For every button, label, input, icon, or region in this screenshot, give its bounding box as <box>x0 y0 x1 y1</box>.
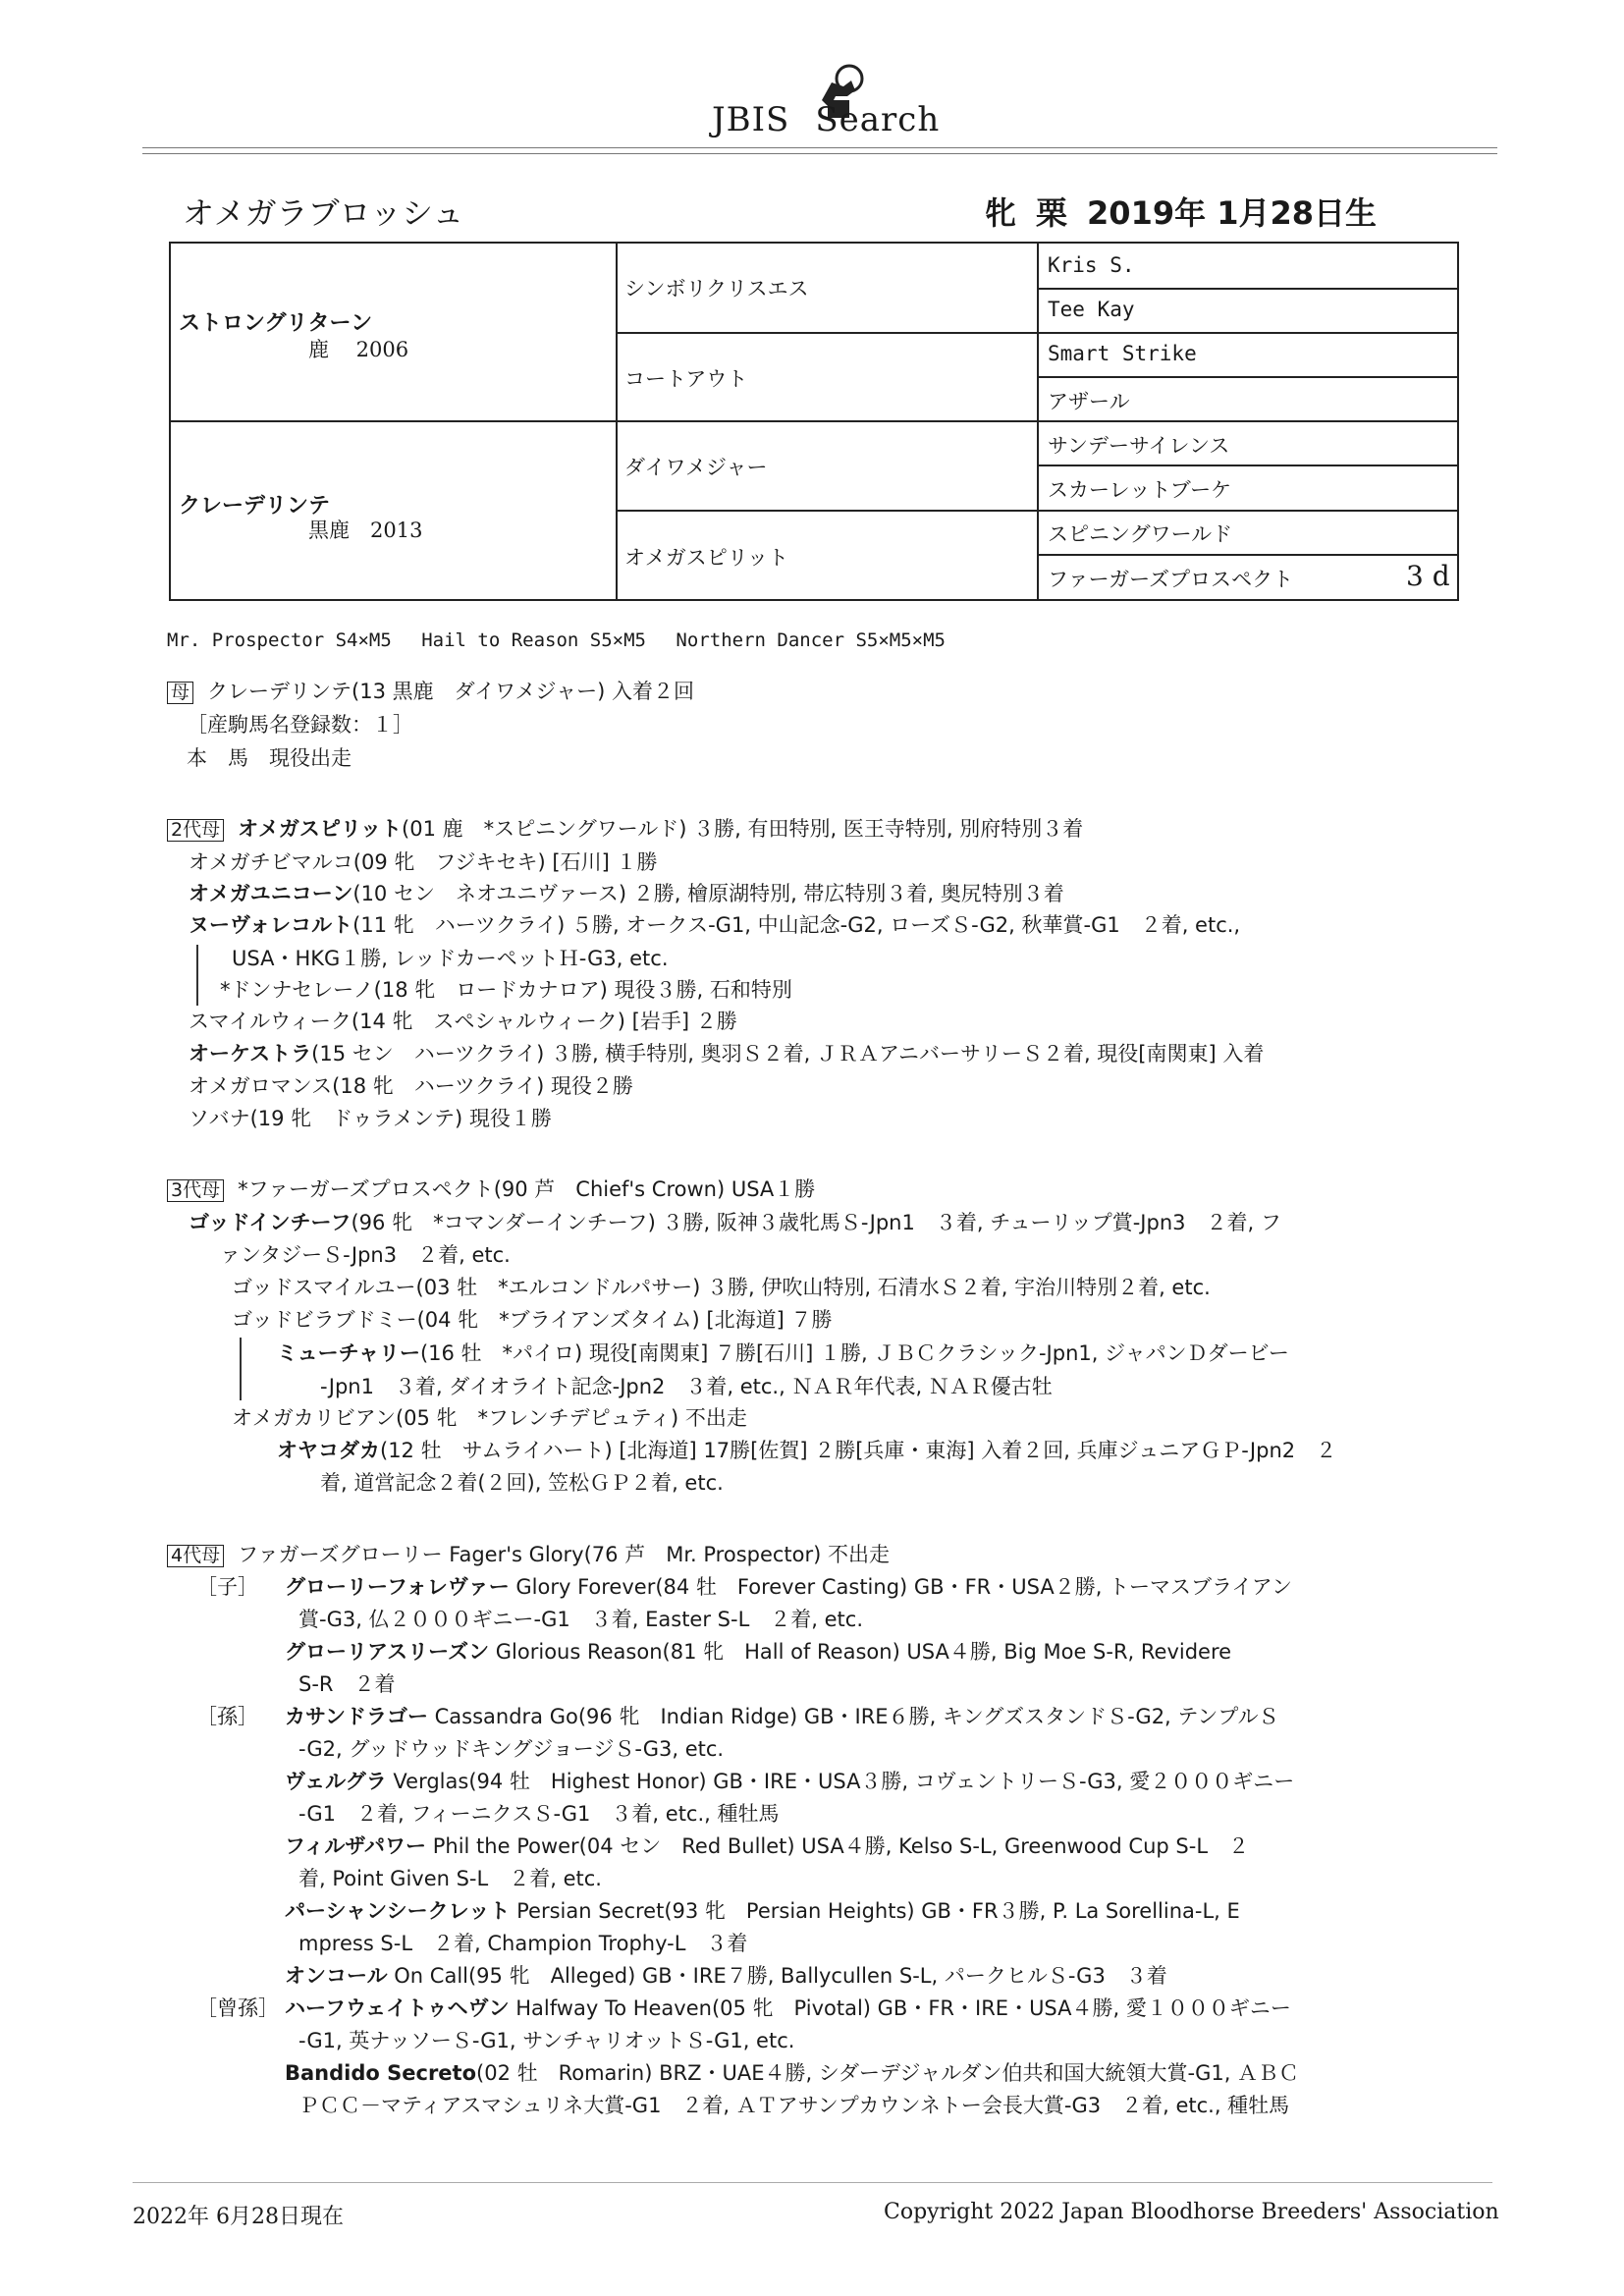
third-dam-l2: ァンタジーＳ-Jpn3 ２着, etc. <box>220 1243 511 1267</box>
dam-info: 黒鹿 2013 <box>308 519 423 542</box>
fourth-dam-r11: パーシャンシークレット Persian Secret(93 牝 Persian Heights) GB・FR３勝, P. La Sorellina-L, E <box>285 1899 1240 1923</box>
dam-line: 母 クレーデリンテ(13 黒鹿 ダイワメジャー) 入着２回 <box>167 682 694 704</box>
third-dam-l9: 着, 道営記念２着(２回), 笠松ＧＰ２着, etc. <box>320 1471 724 1495</box>
lineage-bar-2 <box>240 1338 242 1400</box>
third-dam-head: 3代母 *ファーガーズプロスペクト(90 芦 Chief's Crown) USA１勝 <box>167 1179 815 1202</box>
inbreeding-line: Mr. Prospector S4×M5 Hail to Reason S5×M5 Northern Dancer S5×M5×M5 <box>167 629 946 651</box>
horse-color: 栗 <box>1036 194 1068 232</box>
second-dam-l2: オメガユニコーン(10 セン ネオユニヴァース) ２勝, 檜原湖特別, 帯広特別３着, 奥尻特別３着 <box>189 882 1064 905</box>
second-dam-l4: USA・HKG１勝, レッドカーペットＨ-G3, etc. <box>232 947 669 970</box>
fourth-dam-tag: 4代母 <box>167 1545 224 1567</box>
footer-date: 2022年 6月28日現在 <box>133 2205 344 2229</box>
second-dam-l1: オメガチビマルコ(09 牝 フジキセキ) [石川] １勝 <box>189 850 658 874</box>
dam-dam: オメガスピリット <box>624 546 788 570</box>
dam-tag: 母 <box>167 682 193 704</box>
gen3-4: アザール <box>1048 390 1130 413</box>
gen3-2: Tee Kay <box>1048 298 1135 321</box>
third-dam-l3: ゴッドスマイルユー(03 牡 *エルコンドルパサー) ３勝, 伊吹山特別, 石清水Ｓ２着, 宇治川特別２着, etc. <box>232 1276 1211 1299</box>
label-grand: ［孫］ <box>196 1705 258 1728</box>
dam-registered-count: ［産駒馬名登録数：１］ <box>187 713 413 737</box>
fourth-dam-r8: -G1 ２着, フィーニクスＳ-G1 ３着, etc., 種牡馬 <box>298 1802 780 1826</box>
third-dam-l8: オヤコダカ(12 牡 サムライハート) [北海道] 17勝[佐賀] ２勝[兵庫・東海] 入着２回, 兵庫ジュニアＧＰ-Jpn2 ２ <box>277 1439 1337 1462</box>
horse-birth: 2019年 1月28日生 <box>1087 194 1378 232</box>
jbis-search-logo <box>712 61 947 147</box>
gen3-6: スカーレットブーケ <box>1048 478 1232 502</box>
sire-dam: コートアウト <box>624 367 748 391</box>
second-dam-l9: ソバナ(19 牝 ドゥラメンテ) 現役１勝 <box>189 1107 552 1130</box>
fourth-dam-r14: ハーフウェイトゥヘヴン Halfway To Heaven(05 牝 Pivotal) GB・FR・IRE・USA４勝, 愛１０００ギニー <box>285 1996 1291 2020</box>
horse-name: オメガラブロッシュ <box>183 194 464 232</box>
pedigree-table <box>169 242 1459 601</box>
fourth-dam-r17: ＰＣＣ－マティアスマシュリネ大賞-G1 ２着, ＡＴアサンプカウンネトー会長大賞-G3 ２着, etc., 種牡馬 <box>298 2094 1290 2117</box>
dam-sire: ダイワメジャー <box>624 456 768 479</box>
gen3-8: ファーガーズプロスペクト <box>1048 568 1294 591</box>
horse-sex: 牝 <box>985 194 1017 232</box>
second-dam-l3: ヌーヴォレコルト(11 牝 ハーツクライ) ５勝, オークス-G1, 中山記念-G2, ローズＳ-G2, 秋華賞-G1 ２着, etc., <box>189 913 1241 937</box>
gen3-1: Kris S. <box>1048 253 1135 277</box>
third-dam-l4: ゴッドビラブドミー(04 牝 *ブライアンズタイム) [北海道] ７勝 <box>232 1308 833 1332</box>
second-dam-tag: 2代母 <box>167 819 224 842</box>
dam-name: クレーデリンテ <box>179 494 331 519</box>
fourth-dam-r4: S-R ２着 <box>298 1672 396 1696</box>
fourth-dam-r5: カサンドラゴー Cassandra Go(96 牝 Indian Ridge) GB・IRE６勝, キングズスタンドＳ-G2, テンプルＳ <box>285 1705 1279 1728</box>
sire-sire: シンボリクリスエス <box>624 277 809 301</box>
fourth-dam-r3: グローリアスリーズン Glorious Reason(81 牝 Hall of Reason) USA４勝, Big Moe S-R, Revidere <box>285 1640 1232 1664</box>
second-dam-l6: スマイルウィーク(14 牝 スペシャルウィーク) [岩手] ２勝 <box>189 1010 737 1033</box>
fourth-dam-r1: グローリーフォレヴァー Glory Forever(84 牡 Forever Casting) GB・FR・USA２勝, トーマスブライアン <box>285 1575 1292 1599</box>
footer-rule <box>133 2182 1492 2183</box>
gen3-3: Smart Strike <box>1048 342 1197 365</box>
logo-text-left: JBIS <box>712 100 790 139</box>
fourth-dam-r6: -G2, グッドウッドキングジョージＳ-G3, etc. <box>298 1737 725 1761</box>
third-dam-l6: -Jpn1 ３着, ダイオライト記念-Jpn2 ３着, etc., ＮＡＲ年代表, ＮＡＲ優古牡 <box>320 1375 1053 1398</box>
horse-meta <box>985 189 1396 234</box>
lineage-bar <box>196 945 198 1006</box>
sire-name: ストロングリターン <box>179 311 373 336</box>
fourth-dam-r12: mpress S-L ２着, Champion Trophy-L ３着 <box>298 1932 748 1955</box>
family-number: 3 d <box>1406 560 1450 592</box>
third-dam-l5: ミューチャリー(16 牡 *パイロ) 現役[南関東] ７勝[石川] １勝, ＪＢＣクラシック-Jpn1, ジャパンＤダービー <box>277 1341 1289 1365</box>
third-dam-tag: 3代母 <box>167 1179 224 1202</box>
gen3-7: スピニングワールド <box>1048 522 1233 546</box>
fourth-dam-r9: フィルザパワー Phil the Power(04 セン Red Bullet) USA４勝, Kelso S-L, Greenwood Cup S-L ２ <box>285 1834 1250 1858</box>
fourth-dam-r13: オンコール On Call(95 牝 Alleged) GB・IRE７勝, Ballycullen S-L, パークヒルＳ-G3 ３着 <box>285 1964 1167 1988</box>
third-dam-l7: オメガカリビアン(05 牝 *フレンチデピュティ) 不出走 <box>232 1406 747 1430</box>
dam-self-status: 本 馬 現役出走 <box>187 746 352 770</box>
fourth-dam-r16: Bandido Secreto(02 牡 Romarin) BRZ・UAE４勝, シダーデジャルダン伯共和国大統領大賞-G1, ＡＢＣ <box>285 2061 1300 2085</box>
third-dam-l1: ゴッドインチーフ(96 牝 *コマンダーインチーフ) ３勝, 阪神３歳牝馬Ｓ-Jpn1 ３着, チューリップ賞-Jpn3 ２着, フ <box>189 1211 1281 1234</box>
fourth-dam-r7: ヴェルグラ Verglas(94 牡 Highest Honor) GB・IRE・USA３勝, コヴェントリーＳ-G3, 愛２０００ギニー <box>285 1770 1295 1793</box>
footer-copyright: Copyright 2022 Japan Bloodhorse Breeders' Association <box>884 2200 1499 2224</box>
second-dam-l7: オーケストラ(15 セン ハーツクライ) ３勝, 横手特別, 奥羽Ｓ２着, ＪＲＡアニバーサリーＳ２着, 現役[南関東] 入着 <box>189 1042 1265 1066</box>
fourth-dam-r10: 着, Point Given S-L ２着, etc. <box>298 1867 602 1890</box>
gen3-5: サンデーサイレンス <box>1048 434 1230 458</box>
sire-info: 鹿 2006 <box>308 338 409 361</box>
header-rule <box>142 147 1497 154</box>
second-dam-l8: オメガロマンス(18 牝 ハーツクライ) 現役２勝 <box>189 1074 633 1098</box>
second-dam-l5: *ドンナセレーノ(18 牝 ロードカナロア) 現役３勝, 石和特別 <box>220 978 792 1002</box>
label-great-grand: ［曾孫］ <box>196 1996 279 2020</box>
fourth-dam-r15: -G1, 英ナッソーＳ-G1, サンチャリオットＳ-G1, etc. <box>298 2029 795 2052</box>
fourth-dam-r2: 賞-G3, 仏２０００ギニー-G1 ３着, Easter S-L ２着, etc. <box>298 1608 863 1631</box>
logo-text-right: Search <box>815 100 941 139</box>
fourth-dam-head: 4代母 ファガーズグローリー Fager's Glory(76 芦 Mr. Prospector) 不出走 <box>167 1545 890 1567</box>
second-dam-head: 2代母 オメガスピリット(01 鹿 *スピニングワールド) ３勝, 有田特別, 医王寺特別, 別府特別３着 <box>167 819 1083 842</box>
label-child: ［子］ <box>196 1575 258 1599</box>
